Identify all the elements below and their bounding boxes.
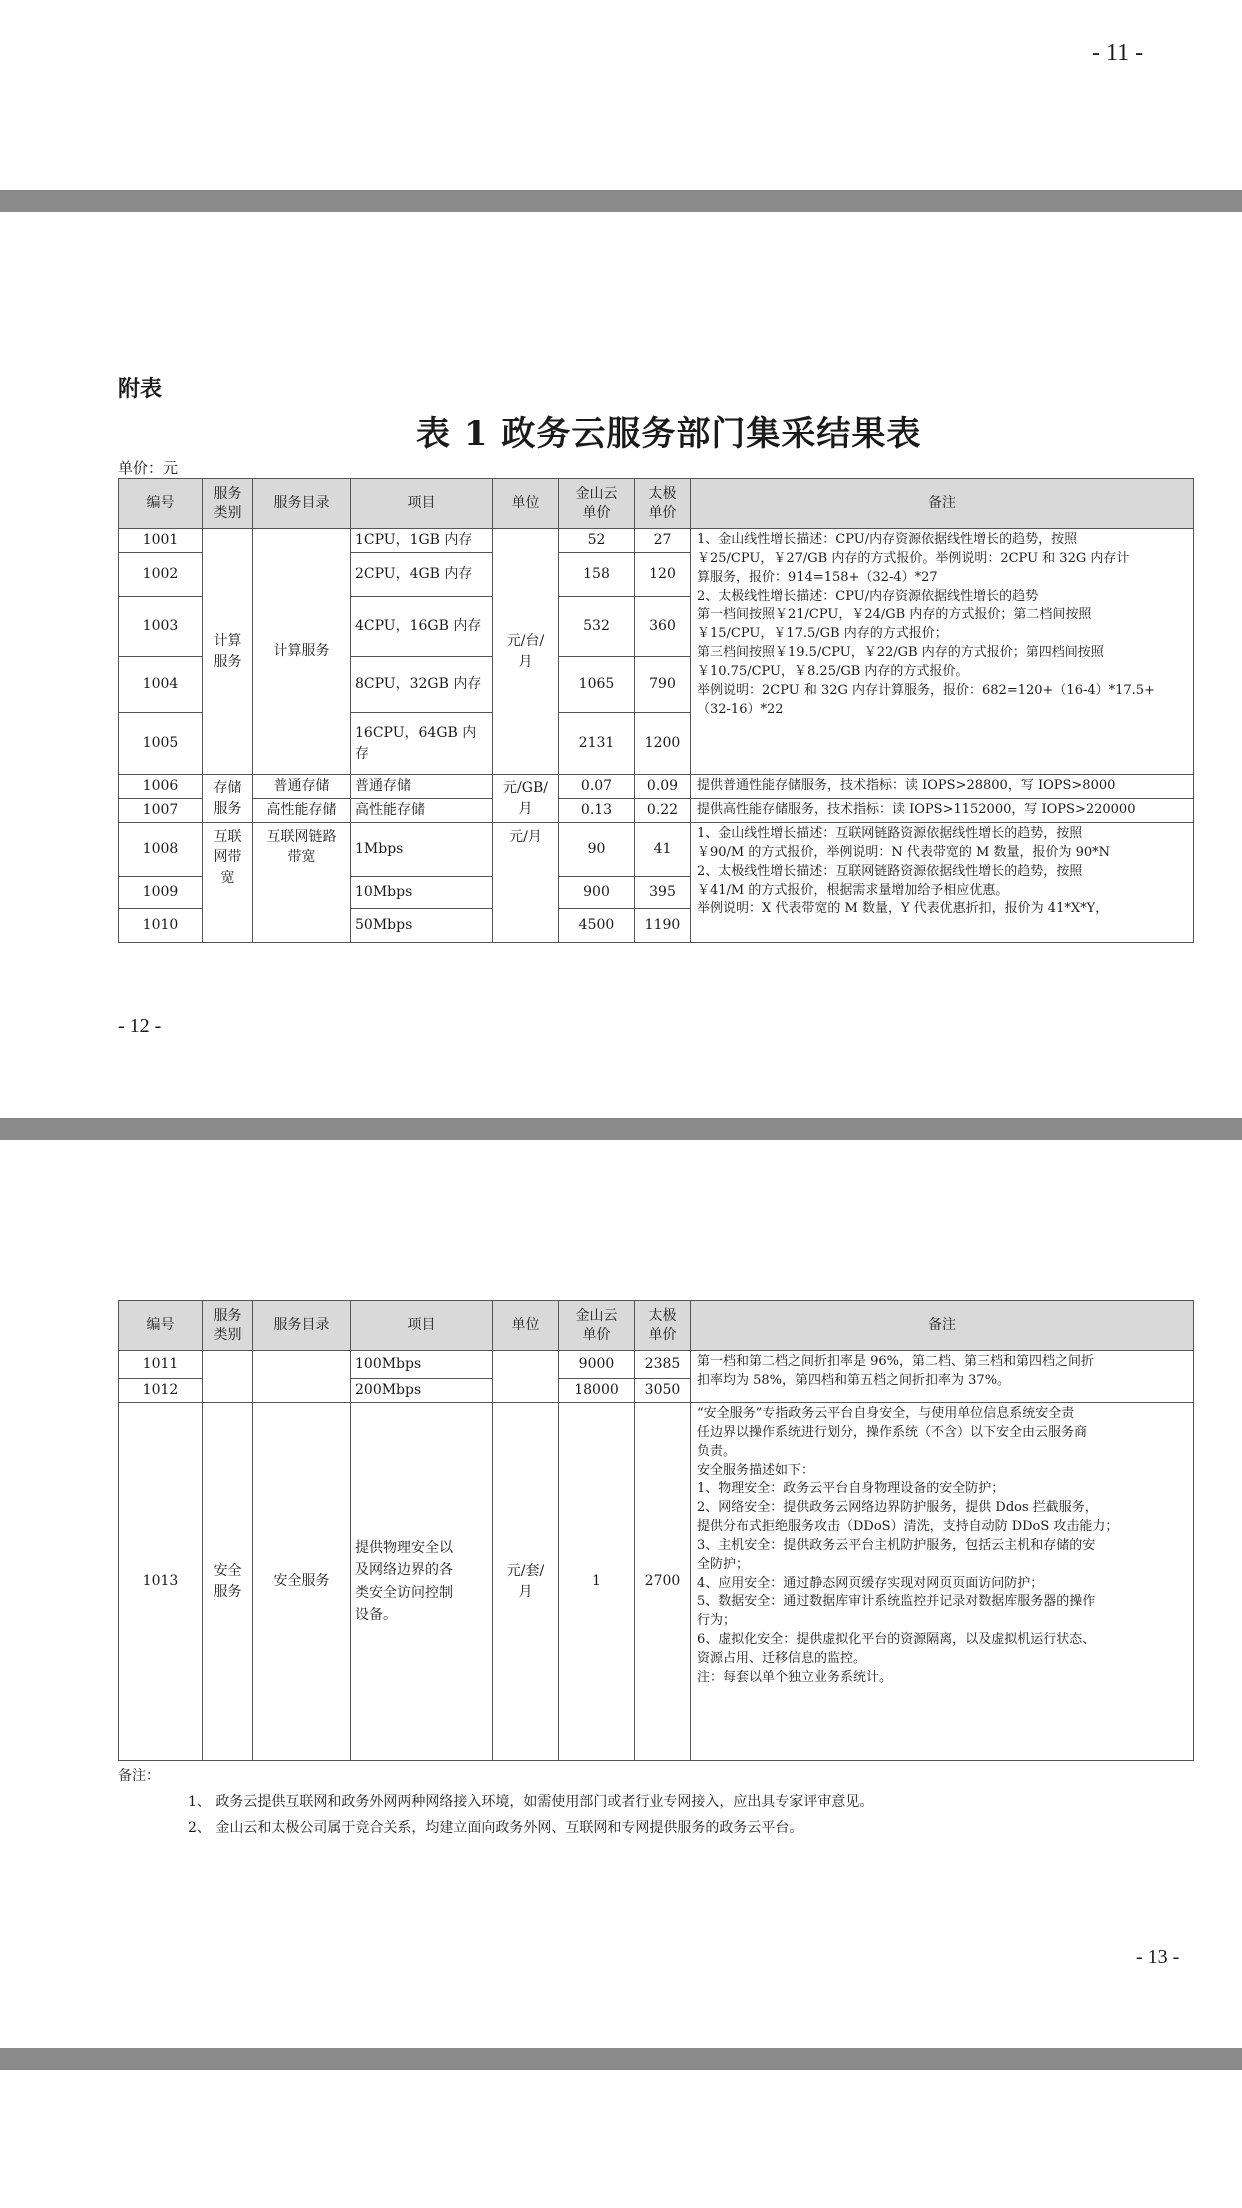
row-item: 16CPU，64GB 内存: [351, 713, 493, 775]
header-category: 服务 类别: [203, 479, 253, 529]
row-item: 高性能存储: [351, 799, 493, 823]
table-row: [119, 775, 1194, 799]
row-taiji-price: 120: [635, 553, 691, 597]
unit-network: 元/月: [493, 823, 559, 943]
row-taiji-price: 2700: [635, 1403, 691, 1761]
row-id: 1008: [119, 823, 203, 877]
remark-compute: 1、金山线性增长描述：CPU/内存资源依据线性增长的趋势，按照 ￥25/CPU，￥27/GB 内存的方式报价。举例说明：2CPU 和 32G 内存计 算服务，报价：914=158+（32-4）*27 2、太极线性增长描述：CPU/内存资源依据线性增长的趋势 第一档间按照￥21/CPU，￥24/GB 内存的方式报价；第二档间按照 ￥15/CPU，￥17.5/GB 内存的方式报价； 第三档间按照￥19.5/CPU，￥22/GB 内存的方式报价；第四档间按照 ￥10.75/CPU，￥8.25/GB 内存的方式报价。 举例说明：2CPU 和 32G 内存计算服务，报价：682=120+（16-4）*17.5+ （32-16）*22: [691, 529, 1194, 775]
catalog-network: 互联网链路 带宽: [253, 823, 351, 943]
row-kingsoft-price: 18000: [559, 1379, 635, 1403]
catalog-security: 安全服务: [253, 1403, 351, 1761]
row-kingsoft-price: 532: [559, 597, 635, 657]
row-id: 1003: [119, 597, 203, 657]
catalog-network-cont: [253, 1351, 351, 1403]
row-taiji-price: 1200: [635, 713, 691, 775]
row-item: 提供物理安全以 及网络边界的各 类安全访问控制 设备。: [351, 1403, 493, 1761]
row-item: 普通存储: [351, 775, 493, 799]
row-taiji-price: 360: [635, 597, 691, 657]
unit-compute: 元/台/ 月: [493, 529, 559, 775]
table-row: [119, 823, 1194, 877]
row-id: 1001: [119, 529, 203, 553]
row-taiji-price: 395: [635, 877, 691, 909]
page-number-11: - 11 -: [1092, 40, 1144, 66]
catalog-compute: 计算服务: [253, 529, 351, 775]
catalog-normal-storage: 普通存储: [253, 775, 351, 799]
row-kingsoft-price: 90: [559, 823, 635, 877]
table-row: [119, 1403, 1194, 1761]
category-compute: 计算 服务: [203, 529, 253, 775]
row-kingsoft-price: 1: [559, 1403, 635, 1761]
row-id: 1004: [119, 657, 203, 713]
row-item: 200Mbps: [351, 1379, 493, 1403]
row-kingsoft-price: 900: [559, 877, 635, 909]
row-item: 8CPU，32GB 内存: [351, 657, 493, 713]
row-item: 4CPU，16GB 内存: [351, 597, 493, 657]
row-id: 1012: [119, 1379, 203, 1403]
category-network: 互联 网带 宽: [203, 823, 253, 943]
header-remark: 备注: [691, 1301, 1194, 1351]
remark-network: 1、金山线性增长描述：互联网链路资源依据线性增长的趋势，按照 ￥90/M 的方式报价，举例说明：N 代表带宽的 M 数量，报价为 90*N 2、太极线性增长描述：互联网链路资源依据线性增长的趋势，按照 ￥41/M 的方式报价，根据需求量增加给予相应优惠。 举例说明：X 代表带宽的 M 数量，Y 代表优惠折扣，报价为 41*X*Y，: [691, 823, 1194, 943]
row-taiji-price: 27: [635, 529, 691, 553]
remark-discount: 第一档和第二档之间折扣率是 96%，第二档、第三档和第四档之间折 扣率均为 58%，第四档和第五档之间折扣率为 37%。: [691, 1351, 1194, 1403]
row-item: 10Mbps: [351, 877, 493, 909]
row-item: 100Mbps: [351, 1351, 493, 1379]
table-row: [119, 529, 1194, 553]
table-title: 表 1 政务云服务部门集采结果表: [416, 414, 922, 454]
row-kingsoft-price: 0.13: [559, 799, 635, 823]
row-kingsoft-price: 4500: [559, 909, 635, 943]
header-item: 项目: [351, 479, 493, 529]
row-taiji-price: 1190: [635, 909, 691, 943]
header-unit: 单位: [493, 479, 559, 529]
remark-normal-storage: 提供普通性能存储服务，技术指标：读 IOPS>28800，写 IOPS>8000: [691, 775, 1194, 799]
row-id: 1009: [119, 877, 203, 909]
row-item: 50Mbps: [351, 909, 493, 943]
row-kingsoft-price: 1065: [559, 657, 635, 713]
footnotes-label: 备注：: [118, 1768, 160, 1784]
row-id: 1005: [119, 713, 203, 775]
page-separator: [0, 190, 1242, 212]
header-kingsoft-price: 金山云 单价: [559, 1301, 635, 1351]
header-row: [119, 479, 1194, 529]
row-taiji-price: 790: [635, 657, 691, 713]
footnote-item: 2、 金山云和太极公司属于竞合关系，均建立面向政务外网、互联网和专网提供服务的政务云平台。: [188, 1820, 804, 1836]
unit-network-cont: [493, 1351, 559, 1403]
page-number-12: - 12 -: [118, 1015, 162, 1037]
row-taiji-price: 0.09: [635, 775, 691, 799]
header-catalog: 服务目录: [253, 1301, 351, 1351]
row-id: 1010: [119, 909, 203, 943]
table-row: [119, 799, 1194, 823]
row-item: 2CPU，4GB 内存: [351, 553, 493, 597]
result-table-part-2: [118, 1300, 1194, 1761]
remark-security: “安全服务”专指政务云平台自身安全，与使用单位信息系统安全责 任边界以操作系统进行划分，操作系统（不含）以下安全由云服务商 负责。 安全服务描述如下： 1、物理安全：政务云平台自身物理设备的安全防护； 2、网络安全：提供政务云网络边界防护服务，提供 Ddos 拦截服务， 提供分布式拒绝服务攻击（DDoS）清洗，支持自动防 DDoS 攻击能力； 3、主机安全：提供政务云平台主机防护服务，包括云主机和存储的安 全防护； 4、应用安全：通过静态网页缓存实现对网页页面访问防护； 5、数据安全：通过数据库审计系统监控并记录对数据库服务器的操作 行为； 6、虚拟化安全：提供虚拟化平台的资源隔离，以及虚拟机运行状态、 资源占用、迁移信息的监控。 注：每套以单个独立业务系统计。: [691, 1403, 1194, 1761]
header-taiji-price: 太极 单价: [635, 479, 691, 529]
row-taiji-price: 41: [635, 823, 691, 877]
header-remark: 备注: [691, 479, 1194, 529]
row-taiji-price: 3050: [635, 1379, 691, 1403]
header-kingsoft-price: 金山云 单价: [559, 479, 635, 529]
header-id: 编号: [119, 1301, 203, 1351]
page-number-13: - 13 -: [1136, 1946, 1180, 1968]
row-taiji-price: 0.22: [635, 799, 691, 823]
footnotes: [118, 1763, 873, 1841]
row-item: 1CPU，1GB 内存: [351, 529, 493, 553]
page-separator: [0, 1118, 1242, 1140]
row-id: 1013: [119, 1403, 203, 1761]
header-category: 服务 类别: [203, 1301, 253, 1351]
category-security: 安全 服务: [203, 1403, 253, 1761]
catalog-high-storage: 高性能存储: [253, 799, 351, 823]
header-unit: 单位: [493, 1301, 559, 1351]
table-row: [119, 1351, 1194, 1379]
row-taiji-price: 2385: [635, 1351, 691, 1379]
header-taiji-price: 太极 单价: [635, 1301, 691, 1351]
page-separator: [0, 2048, 1242, 2070]
unit-security: 元/套/ 月: [493, 1403, 559, 1761]
row-id: 1007: [119, 799, 203, 823]
header-catalog: 服务目录: [253, 479, 351, 529]
unit-label: 单价：元: [118, 459, 179, 477]
row-kingsoft-price: 2131: [559, 713, 635, 775]
row-kingsoft-price: 158: [559, 553, 635, 597]
header-row: [119, 1301, 1194, 1351]
row-id: 1011: [119, 1351, 203, 1379]
header-item: 项目: [351, 1301, 493, 1351]
row-kingsoft-price: 0.07: [559, 775, 635, 799]
row-kingsoft-price: 52: [559, 529, 635, 553]
row-kingsoft-price: 9000: [559, 1351, 635, 1379]
row-item: 1Mbps: [351, 823, 493, 877]
category-storage: 存储 服务: [203, 775, 253, 823]
footnote-item: 1、 政务云提供互联网和政务外网两种网络接入环境，如需使用部门或者行业专网接入，应出具专家评审意见。: [188, 1794, 874, 1810]
header-id: 编号: [119, 479, 203, 529]
result-table-part-1: [118, 478, 1194, 943]
unit-storage: 元/GB/ 月: [493, 775, 559, 823]
category-network-cont: [203, 1351, 253, 1403]
appendix-label: 附表: [118, 376, 163, 402]
row-id: 1006: [119, 775, 203, 799]
remark-high-storage: 提供高性能存储服务，技术指标：读 IOPS>1152000，写 IOPS>220000: [691, 799, 1194, 823]
row-id: 1002: [119, 553, 203, 597]
